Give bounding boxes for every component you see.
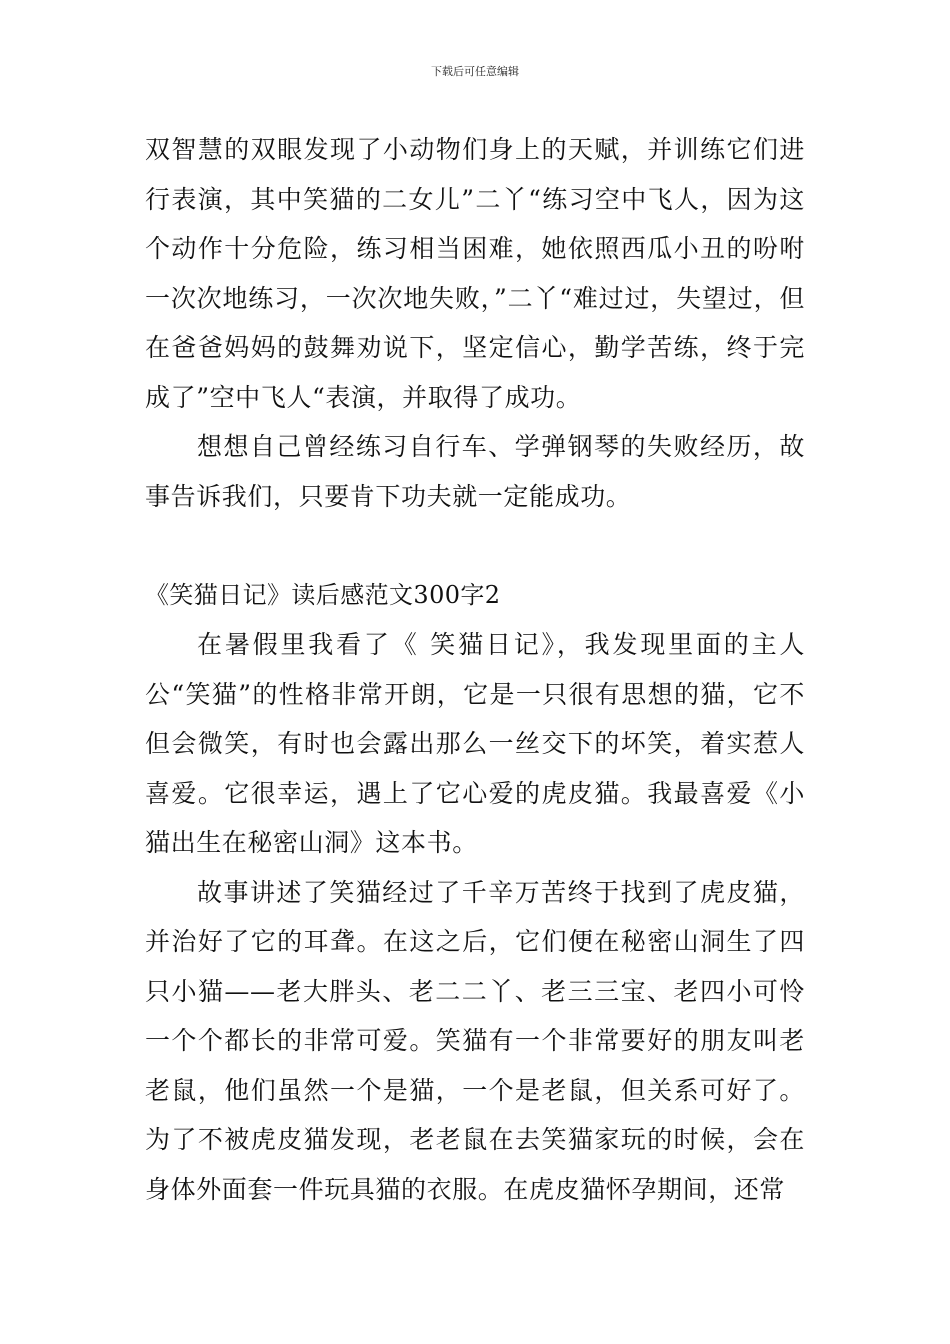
document-body — [145, 125, 805, 1214]
paragraph-story: 故事讲述了笑猫经过了千辛万苦终于找到了虎皮猫，并治好了它的耳聋。在这之后，它们便在秘密山洞生了四只小猫——老大胖头、老二二丫、老三三宝、老四小可怜一个个都长的非常可爱。笑猫有一个非常要好的朋友叫老老鼠，他们虽然一个是猫，一个是老鼠，但关系可好了。为了不被虎皮猫发现，老老鼠在去笑猫家玩的时候，会在身体外面套一件玩具猫的衣服。在虎皮猫怀孕期间，还常 — [145, 877, 805, 1204]
paragraph-continued: 双智慧的双眼发现了小动物们身上的天赋，并训练它们进行表演，其中笑猫的二女儿”二丫“练习空中飞人，因为这个动作十分危险，练习相当困难，她依照西瓜小丑的吩咐一次次地练习，一次次地失败，”二丫“难过过，失望过，但在爸爸妈妈的鼓舞劝说下，坚定信心，勤学苦练，终于完成了”空中飞人“表演，并取得了成功。 — [145, 135, 805, 412]
section-heading: 《笑猫日记》读后感范文300字2 — [145, 580, 501, 609]
paragraph-intro: 在暑假里我看了《 笑猫日记》，我发现里面的主人公“笑猫”的性格非常开朗，它是一只很有思想的猫，它不但会微笑，有时也会露出那么一丝交下的坏笑，着实惹人喜爱。它很幸运，遇上了它心爱的虎皮猫。我最喜爱《小猫出生在秘密山洞》这本书。 — [145, 630, 805, 857]
header-note: 下载后可任意编辑 — [431, 65, 519, 78]
paragraph-reflection: 想想自己曾经练习自行车、学弹钢琴的失败经历，故事告诉我们，只要肯下功夫就一定能成功。 — [145, 432, 805, 511]
